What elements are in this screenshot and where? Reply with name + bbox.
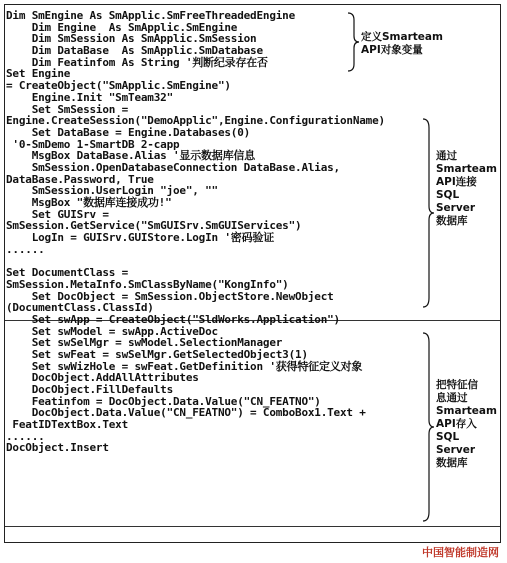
section-divider-bottom	[5, 526, 500, 527]
code-line: ......	[6, 242, 45, 256]
code-line: SmSession.GetService("SmGUISrv.SmGUIServices")	[6, 219, 302, 233]
code-line: SmSession.UserLogin "joe", ""	[6, 184, 218, 198]
code-line: Set DocumentClass =	[6, 266, 129, 280]
code-line: Dim DataBase As SmApplic.SmDatabase	[6, 44, 263, 58]
code-line: Engine.Init "SmTeam32"	[6, 90, 173, 104]
code-line: MsgBox DataBase.Alias '显示数据库信息	[6, 149, 256, 163]
brace-store	[421, 332, 435, 522]
code-line: Engine.CreateSession("DemoApplic",Engine.ConfigurationName)	[6, 114, 385, 128]
code-line: Set Engine	[6, 67, 71, 81]
code-line: Dim SmSession As SmApplic.SmSession	[6, 32, 257, 46]
code-line: ......	[6, 429, 45, 443]
code-line: (DocumentClass.ClassId)	[6, 301, 154, 315]
note-connect: 通过 Smarteam API连接 SQL Server 数据库	[436, 150, 497, 227]
code-line: MsgBox "数据库连接成功!"	[6, 196, 172, 209]
brace-connect	[421, 118, 435, 308]
code-line: Set swApp = CreateObject("SldWorks.Application")	[6, 312, 340, 326]
code-line: Featinfom = DocObject.Data.Value("CN_FEATNO")	[6, 394, 321, 408]
code-line: LogIn = GUISrv.GUIStore.LogIn '密码验证	[6, 231, 274, 245]
code-line: Set swFeat = swSelMgr.GetSelectedObject3(1)	[6, 347, 308, 361]
brace-define	[346, 12, 360, 72]
code-line: DocObject.AddAllAttributes	[6, 371, 199, 385]
note-store: 把特征信 息通过 Smarteam API存入 SQL Server 数据库	[436, 379, 497, 469]
code-line: DocObject.Data.Value("CN_FEATNO") = ComboBox1.Text +	[6, 406, 366, 420]
watermark-logo-text: 中国智能制造网	[422, 546, 499, 559]
code-line: = CreateObject("SmApplic.SmEngine")	[6, 79, 231, 93]
code-line: Set DataBase = Engine.Databases(0)	[6, 125, 251, 139]
code-line: Set swWizHole = swFeat.GetDefinition '获得特征定义对象	[6, 359, 363, 373]
code-line: DataBase.Password, True	[6, 172, 154, 186]
code-line: DocObject.FillDefaults	[6, 383, 173, 396]
code-line: SmSession.OpenDatabaseConnection DataBase.Alias,	[6, 160, 340, 174]
code-line: Set DocObject = SmSession.ObjectStore.NewObject	[6, 289, 334, 303]
code-line: '0-SmDemo 1-SmartDB 2-capp	[6, 137, 180, 151]
code-line: SmSession.MetaInfo.SmClassByName("KongInfo")	[6, 277, 289, 291]
code-line: Dim SmEngine As SmApplic.SmFreeThreadedEngine	[6, 9, 296, 22]
code-line: Set SmSession =	[6, 102, 129, 116]
code-line: FeatIDTextBox.Text	[6, 418, 129, 432]
code-line: Set swModel = swApp.ActiveDoc	[6, 324, 218, 338]
code-line: Dim Featinfom As String '判断纪录存在否	[6, 55, 268, 69]
note-define: 定义Smarteam API对象变量	[361, 31, 443, 56]
code-line: Set GUISrv =	[6, 207, 109, 221]
code-line: Set swSelMgr = swModel.SelectionManager	[6, 336, 283, 350]
vb-code-listing	[6, 10, 426, 454]
code-line: DocObject.Insert	[6, 441, 109, 455]
code-line: Dim Engine As SmApplic.SmEngine	[6, 20, 238, 34]
